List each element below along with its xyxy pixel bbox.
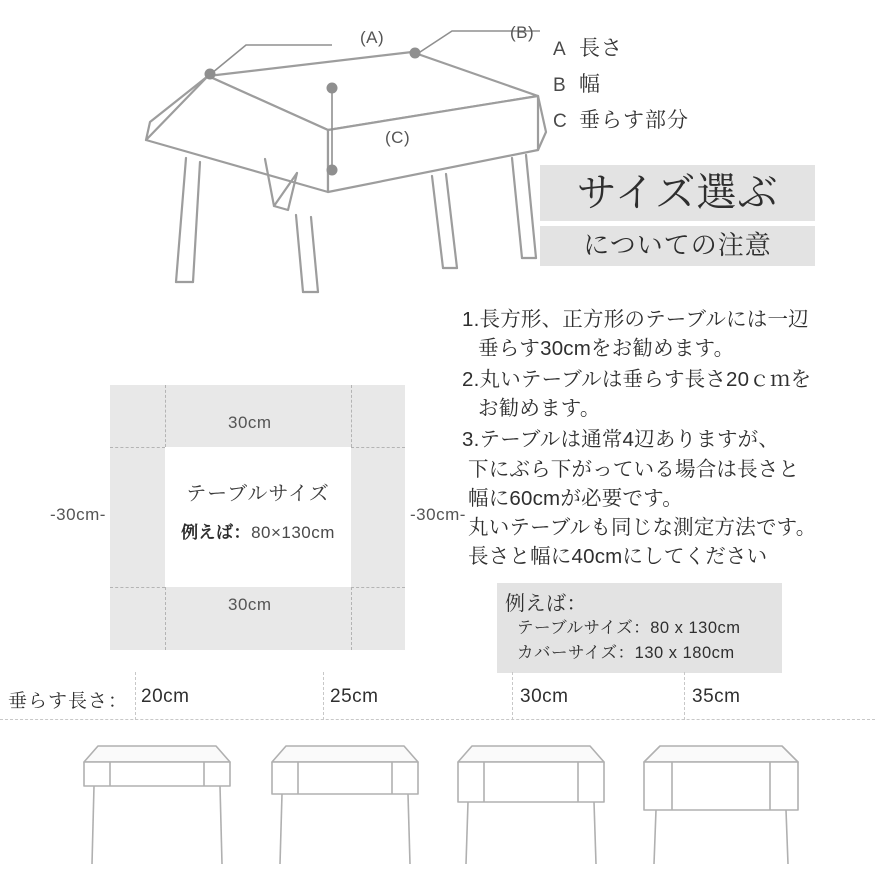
dim-label-top: 30cm: [228, 413, 272, 432]
legend-value-b: 幅: [579, 73, 601, 96]
guide-dash-bottom-left: [110, 587, 165, 588]
guide-dash-top-left: [110, 447, 165, 448]
note-2-line-1: 2.丸いテーブルは垂らす長さ20ｃｍを: [462, 368, 812, 392]
legend-key-b: B: [553, 75, 566, 96]
strip-divider-4: [684, 672, 685, 720]
strip-divider-3: [512, 672, 513, 720]
note-item-1: [462, 305, 867, 363]
legend-item-b: [553, 68, 813, 98]
example-box-line-2: カバーサイズ：130 x 180cm: [517, 643, 735, 662]
guide-dash-bottom-right: [351, 587, 405, 588]
legend-key-c: C: [553, 111, 567, 132]
mini-table-30cm: [444, 724, 619, 874]
strip-value-4: 35cm: [692, 686, 741, 707]
callout-label-c: (C): [385, 128, 411, 147]
inner-table-example: [165, 518, 351, 543]
mini-table-svg-2: [258, 724, 433, 869]
strip-divider-2: [323, 672, 324, 720]
example-box-line-1: テーブルサイズ：80 x 130cm: [517, 619, 741, 637]
inner-table-box: [165, 447, 351, 587]
legend: [553, 32, 813, 140]
mini-table-svg-1: [70, 724, 245, 869]
mini-table-35cm: [630, 724, 815, 874]
dim-label-right: -30cm-: [410, 505, 466, 524]
heading-block: [540, 165, 815, 266]
guide-dash-left-top: [165, 385, 166, 447]
note-3-line-3: 幅に60cmが必要です。: [468, 486, 683, 510]
strip-value-1: 20cm: [141, 686, 190, 707]
heading-main: サイズ選ぶ: [540, 165, 815, 221]
legend-value-c: 垂らす部分: [579, 109, 689, 132]
note-3-line-1: 3.テーブルは通常4辺ありますが、: [462, 428, 780, 452]
strip-value-2: 25cm: [330, 686, 379, 707]
note-item-3: [462, 425, 867, 571]
note-1-line-1: 1.長方形、正方形のテーブルには一辺: [462, 308, 809, 331]
example-box-title: 例えば：: [505, 593, 587, 615]
legend-key-a: A: [553, 39, 566, 60]
bottom-strip: [0, 672, 875, 875]
dim-label-bottom: 30cm: [228, 595, 272, 614]
dim-label-left: -30cm-: [50, 505, 106, 524]
strip-label: 垂らす長さ：: [8, 691, 129, 712]
table-svg: [60, 10, 560, 300]
note-item-2: [462, 365, 867, 423]
inner-example-label: 例えば：: [181, 523, 252, 542]
guide-dash-right-top: [351, 385, 352, 447]
guide-dash-left-bottom: [165, 587, 166, 650]
note-1-line-2: 垂らす30cmをお勧めます。: [478, 337, 735, 361]
legend-item-a: [553, 32, 813, 62]
callout-label-b: (B): [510, 23, 535, 42]
note-3-line-5: 長さと幅に40cmにしてください: [468, 544, 768, 568]
heading-sub: についての注意: [540, 226, 815, 266]
mini-table-20cm: [70, 724, 245, 874]
note-3-line-4: 丸いテーブルも同じな測定方法です。: [468, 515, 817, 539]
strip-horizontal-rule: [0, 719, 875, 720]
note-3-line-2: 下にぶら下がっている場合は長さと: [468, 457, 800, 481]
callout-label-a: (A): [360, 28, 385, 47]
size-diagram: [50, 385, 466, 650]
table-illustration: [60, 10, 560, 300]
strip-value-3: 30cm: [520, 686, 569, 707]
guide-dash-top-right: [351, 447, 405, 448]
legend-value-a: 長さ: [579, 37, 623, 60]
mini-table-svg-3: [444, 724, 619, 869]
example-box: [497, 583, 782, 673]
inner-example-value: 80×130cm: [251, 523, 335, 542]
notes-list: [462, 305, 867, 573]
guide-dash-right-bottom: [351, 587, 352, 650]
inner-table-title: テーブルサイズ: [186, 483, 330, 505]
mini-table-25cm: [258, 724, 433, 874]
strip-divider-1: [135, 672, 136, 720]
legend-item-c: [553, 104, 813, 134]
mini-table-svg-4: [630, 724, 815, 869]
note-2-line-2: お勧めます。: [478, 397, 601, 421]
